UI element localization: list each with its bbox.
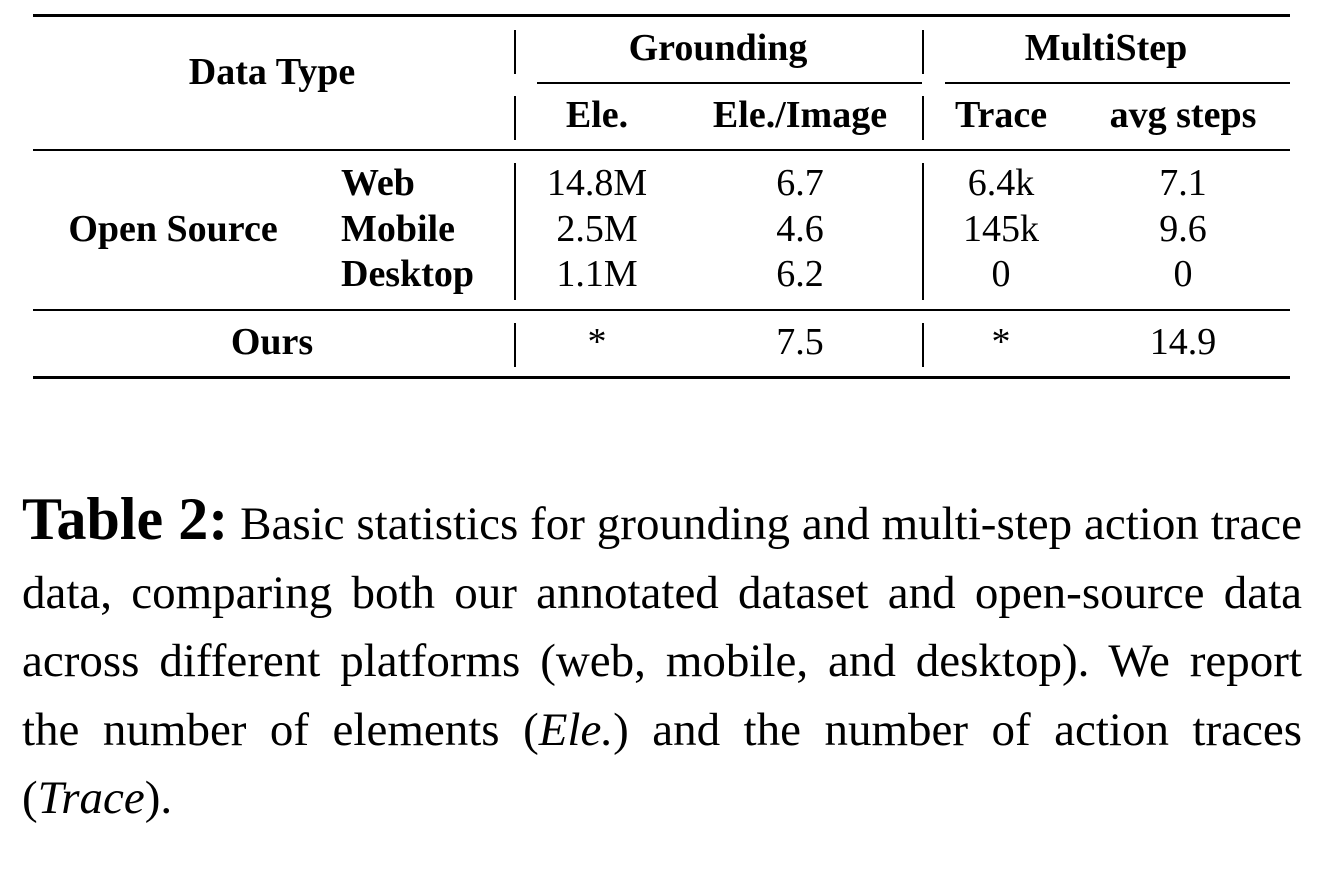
vsep-2-header-top xyxy=(922,30,924,74)
row-mobile-trace: 145k xyxy=(963,208,1039,250)
row-mobile-avg-steps: 9.6 xyxy=(1159,208,1207,250)
vsep-2-ours xyxy=(922,323,924,367)
header-avg-steps: avg steps xyxy=(1109,94,1257,136)
row-platform-mobile: Mobile xyxy=(341,208,455,250)
header-data-type: Data Type xyxy=(188,51,356,93)
row-desktop-ele: 1.1M xyxy=(556,253,638,295)
row-ours-ele-per-image: 7.5 xyxy=(776,321,824,363)
caption-text-3: ). xyxy=(144,772,173,824)
bottom-rule xyxy=(33,376,1290,379)
header-trace: Trace xyxy=(954,94,1048,136)
header-rule xyxy=(33,149,1290,151)
header-multistep: MultiStep xyxy=(1024,27,1188,69)
row-desktop-avg-steps: 0 xyxy=(1173,253,1193,295)
grounding-cmidrule xyxy=(537,82,922,84)
row-web-avg-steps: 7.1 xyxy=(1159,162,1207,204)
row-desktop-trace: 0 xyxy=(991,253,1011,295)
caption-label: Table 2: xyxy=(22,486,229,552)
row-platform-desktop: Desktop xyxy=(341,253,475,295)
header-ele-per-image: Ele./Image xyxy=(712,94,888,136)
caption-text-1: Basic statistics for grounding and multi-step action trace data, comparing both our annotated dataset and open-source data across different platforms (web, mobile, and desktop). We report the number of elements ( xyxy=(22,498,1302,756)
vsep-2-body xyxy=(922,163,924,300)
row-web-trace: 6.4k xyxy=(967,162,1035,204)
multistep-cmidrule xyxy=(945,82,1290,84)
row-platform-web: Web xyxy=(341,162,415,204)
row-ours-trace: * xyxy=(991,321,1011,363)
mid-rule xyxy=(33,309,1290,311)
header-grounding: Grounding xyxy=(628,27,808,69)
vsep-1-ours xyxy=(514,323,516,367)
vsep-1-header-sub xyxy=(514,96,516,140)
row-ours-avg-steps: 14.9 xyxy=(1149,321,1217,363)
row-mobile-ele: 2.5M xyxy=(556,208,638,250)
vsep-1-body xyxy=(514,163,516,300)
table-caption xyxy=(22,485,1302,833)
header-ele: Ele. xyxy=(565,94,629,136)
caption-trace-term: Trace xyxy=(37,772,145,824)
row-ours-label: Ours xyxy=(230,321,314,363)
caption-text-2: ) and the number of action traces ( xyxy=(22,703,1302,824)
row-web-ele: 14.8M xyxy=(546,162,648,204)
row-web-ele-per-image: 6.7 xyxy=(776,162,824,204)
row-mobile-ele-per-image: 4.6 xyxy=(776,208,824,250)
row-desktop-ele-per-image: 6.2 xyxy=(776,253,824,295)
group-label-open-source: Open Source xyxy=(68,208,278,250)
row-ours-ele: * xyxy=(587,321,607,363)
vsep-1-header-top xyxy=(514,30,516,74)
vsep-2-header-sub xyxy=(922,96,924,140)
caption-ele-term: Ele. xyxy=(538,703,614,756)
top-rule xyxy=(33,14,1290,17)
